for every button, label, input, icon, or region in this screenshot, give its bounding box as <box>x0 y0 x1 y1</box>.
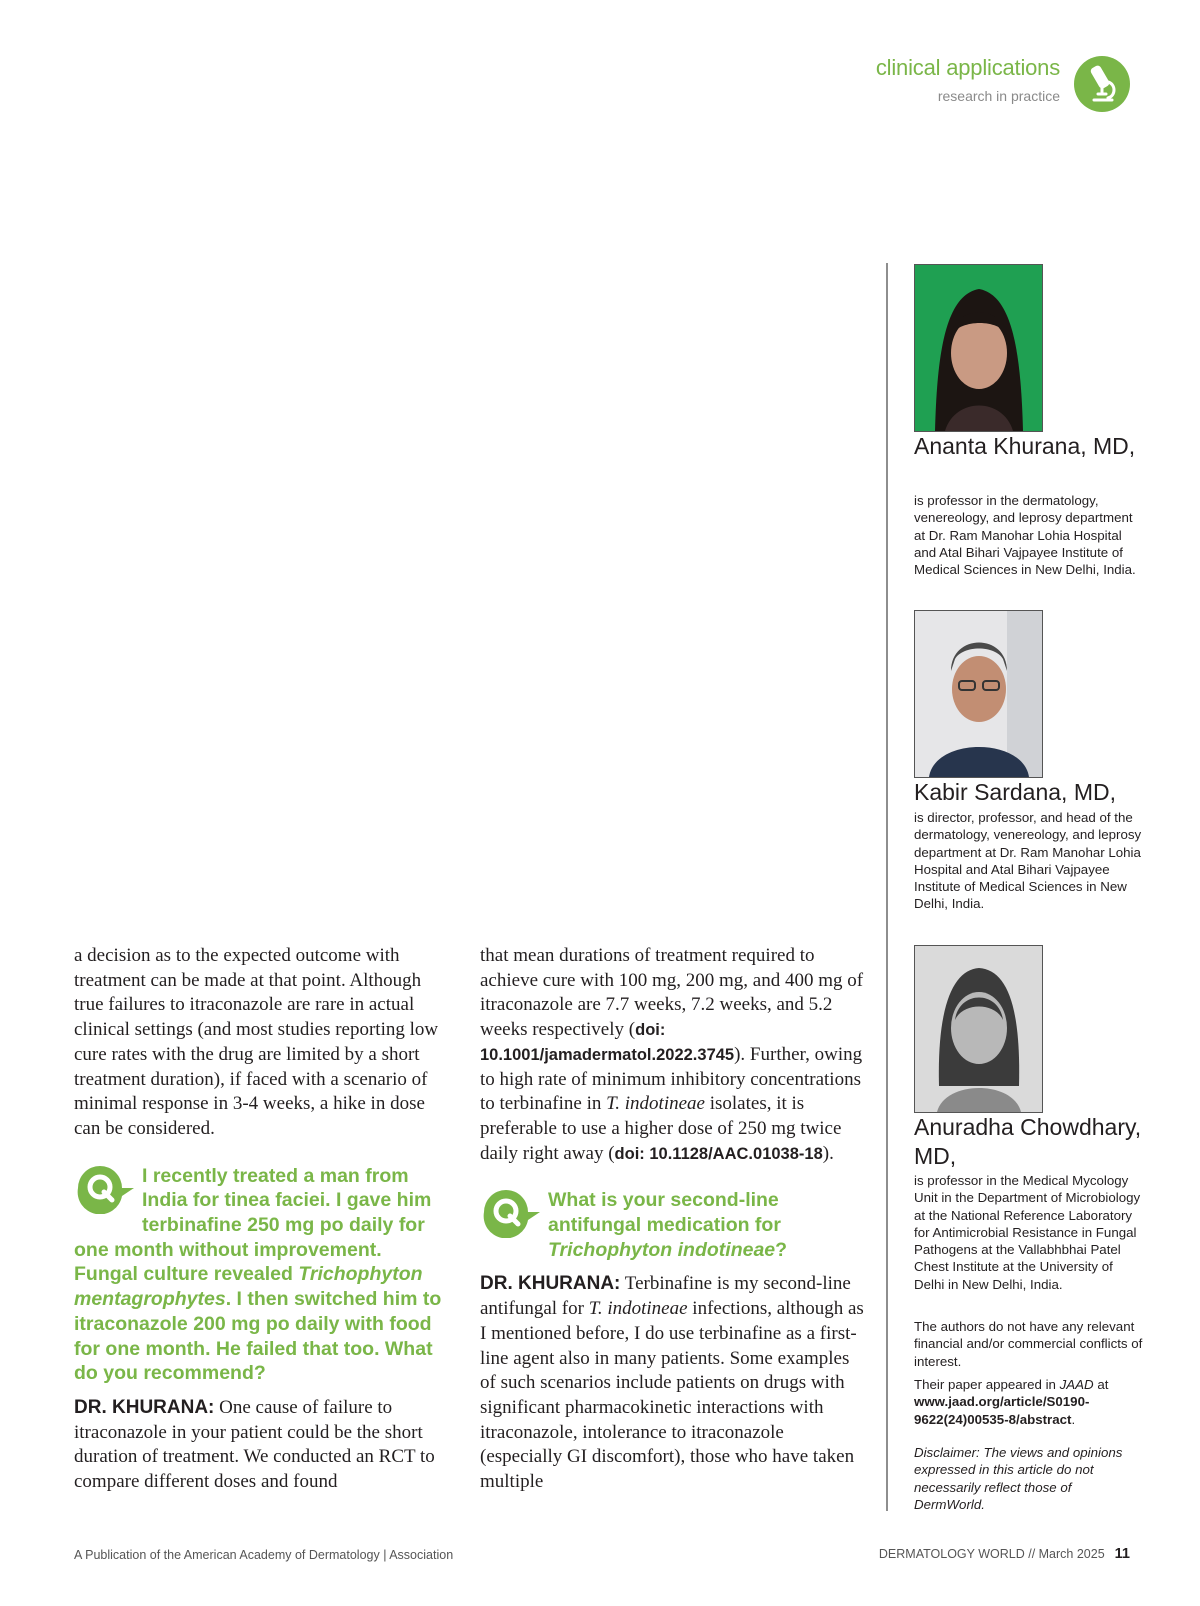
issue-label: DERMATOLOGY WORLD // March 2025 <box>878 1547 1105 1561</box>
question-italic: Trichophyton indotineae <box>548 1238 776 1261</box>
question-text: I recently treated a man from India for tinea faciei. I gave him terbinafine 250 mg po daily for one month without improvement. Fungal culture revealed <box>74 1164 432 1286</box>
journal-name: JAAD <box>1059 1377 1094 1392</box>
speaker-label: DR. KHURANA: <box>480 1273 621 1295</box>
question-block <box>480 1188 865 1262</box>
answer-text: infections, although as I mentioned before, I do use terbinafine as a first-line agent also in many patients. Some examples of such scenarios include patients on drugs with significant pharmacokinetic interactions with itraconazole, intolerance to itraconazole (especially GI discomfort), those who have taken multiple <box>480 1298 864 1493</box>
author-name: Anuradha Chowdhary, MD, <box>914 1114 1142 1169</box>
author-photo <box>914 610 1043 778</box>
author-bio: is professor in the Medical Mycology Unit in the Department of Microbiology at the National Reference Laboratory for Antimicrobial Resistance in Fungal Pathogens at the Vallabhbhai Patel Chest Institute at the University of Delhi in New Delhi, India. <box>914 1173 1141 1292</box>
answer-paragraph <box>480 1272 865 1494</box>
text-span: ). Further, owing to high rate of minimum inhibitory concentrations to terbinafine in <box>480 1043 863 1115</box>
answer-paragraph <box>74 1396 450 1495</box>
question-text: What is your second-line antifungal medication for <box>548 1189 781 1237</box>
author-name: Ananta Khurana, MD, <box>914 433 1136 459</box>
text-span: . <box>1071 1411 1076 1427</box>
section-subtitle: research in practice <box>937 88 1060 104</box>
q-bubble-icon <box>478 1188 546 1238</box>
microscope-icon <box>1074 56 1130 112</box>
author-name: Kabir Sardana, MD, <box>914 779 1116 805</box>
question-block <box>74 1164 450 1386</box>
author-photo <box>914 945 1043 1113</box>
publication-credit: A Publication of the American Academy of Dermatology | Association <box>74 1548 454 1562</box>
question-text: . I then switched him to itraconazole 200 mg po daily with food for one month. He failed that too. What do you recommend? <box>74 1288 442 1385</box>
paragraph <box>480 944 865 1166</box>
author-bio: is director, professor, and head of the dermatology, venereology, and leprosy department at Dr. Ram Manohar Lohia Hospital and Atal Bihari Vajpayee Institute of Medical Sciences in New Delhi, India. <box>914 810 1142 912</box>
answer-text: Terbinafine is my second-line antifungal for <box>480 1273 851 1320</box>
paper-link[interactable]: www.jaad.org/article/S0190-9622(24)00535-8/abstract <box>914 1394 1090 1427</box>
species-name: T. indotineae <box>588 1298 688 1320</box>
article-column-1 <box>74 944 450 1495</box>
text-span: that mean durations of treatment required to achieve cure with 100 mg, 200 mg, and 400 mg of itraconazole are 7.7 weeks, 7.2 weeks, and 5.2 weeks respectively ( <box>480 945 864 1041</box>
paper-note <box>914 1376 1146 1428</box>
disclaimer-note: Disclaimer: The views and opinions expressed in this article do not necessarily reflect those of DermWorld. <box>914 1445 1123 1512</box>
doi-reference: doi: 10.1128/AAC.01038-18 <box>614 1144 823 1163</box>
species-name: T. indotineae <box>606 1093 705 1115</box>
conflicts-note: The authors do not have any relevant financial and/or commercial conflicts of interest. <box>914 1319 1143 1369</box>
text-span: ). <box>822 1142 834 1164</box>
text-span: Their paper appeared in <box>914 1377 1060 1392</box>
section-title: clinical applications <box>875 55 1060 80</box>
answer-text: One cause of failure to itraconazole in your patient could be the short duration of treatment. We conducted an RCT to compare different doses and found <box>74 1396 435 1493</box>
article-column-2 <box>480 944 865 1495</box>
doi-reference: doi: 10.1001/jamadermatol.2022.3745 <box>480 1021 735 1064</box>
author-photo <box>914 264 1043 432</box>
footer-issue <box>879 1546 1130 1562</box>
sidebar-divider <box>886 263 888 1511</box>
speaker-label: DR. KHURANA: <box>74 1396 215 1418</box>
q-bubble-icon <box>72 1164 140 1214</box>
text-span: at <box>1093 1377 1109 1392</box>
author-bio: is professor in the dermatology, venereology, and leprosy department at Dr. Ram Manohar Lohia Hospital and Atal Bihari Vajpayee Institute of Medical Sciences in New Delhi, India. <box>914 493 1136 578</box>
paragraph: a decision as to the expected outcome with treatment can be made at that point. Although true failures to itraconazole are rare in actual clinical settings (and most studies reporting low cure rates with the drug are limited by a short treatment duration), if faced with a scenario of minimal response in 3-4 weeks, a hike in dose can be considered. <box>74 945 439 1139</box>
question-text: ? <box>775 1238 788 1261</box>
page-number: 11 <box>1114 1546 1130 1562</box>
text-span: isolates, it is preferable to use a higher dose of 250 mg twice daily right away ( <box>480 1093 842 1164</box>
question-italic: Trichophyton mentagrophytes <box>74 1263 423 1311</box>
